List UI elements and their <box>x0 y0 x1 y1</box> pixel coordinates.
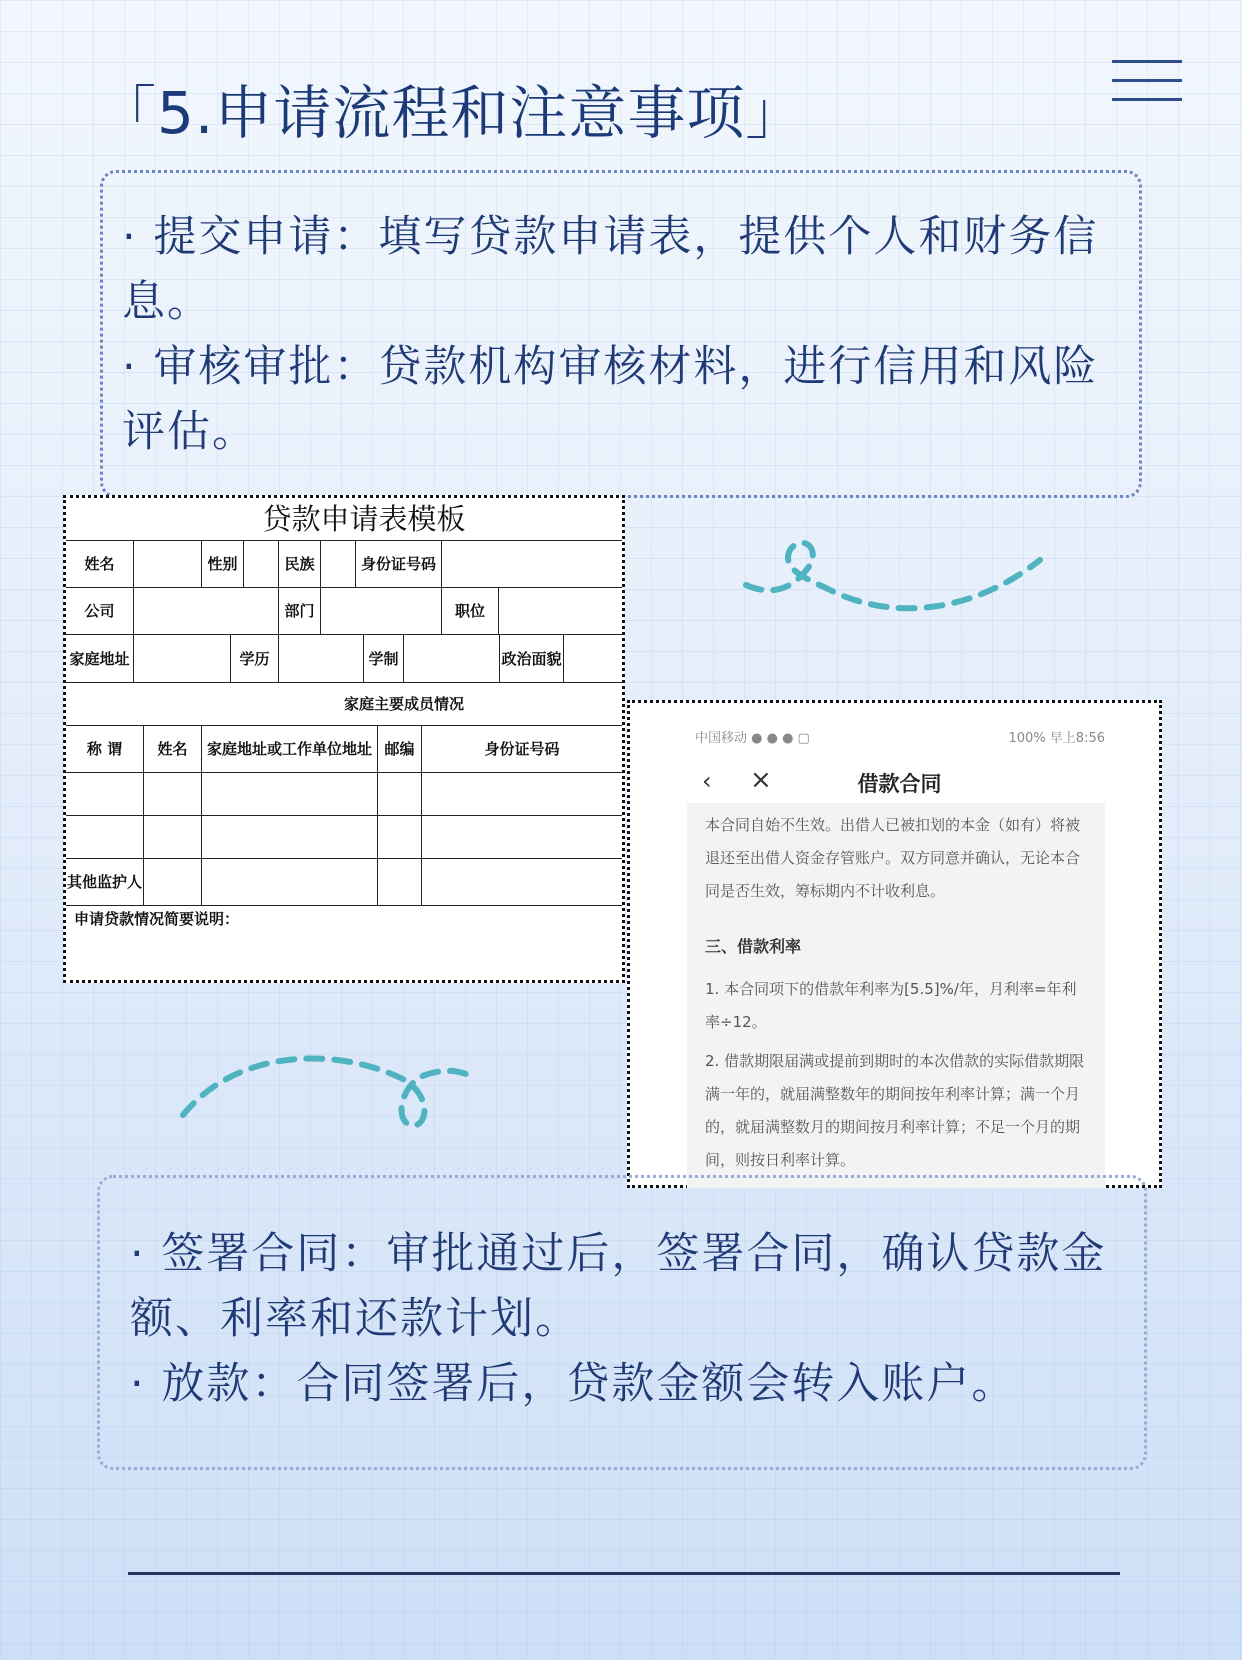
label-company: 公司 <box>66 588 134 634</box>
battery-time-text: 100% 早上8:56 <box>1008 731 1105 746</box>
col-name: 姓名 <box>144 726 202 772</box>
steps-text-2 <box>130 1222 1130 1417</box>
page-title: 「5.申请流程和注意事项」 <box>98 79 805 147</box>
col-relation: 称 谓 <box>66 726 144 772</box>
remark-label: 申请贷款情况简要说明： <box>66 905 622 931</box>
loan-contract-screenshot <box>627 700 1162 1188</box>
contract-nav-bar <box>630 763 1159 803</box>
label-gender: 性别 <box>202 541 244 587</box>
step-disbursement: · 放款：合同签署后，贷款金额会转入账户。 <box>130 1359 1017 1409</box>
dashed-swirl-decoration <box>740 525 1050 635</box>
label-position: 职位 <box>442 588 499 634</box>
label-id-number: 身份证号码 <box>356 541 442 587</box>
label-ethnicity: 民族 <box>279 541 321 587</box>
label-department: 部门 <box>279 588 321 634</box>
loan-application-form-image <box>63 495 625 983</box>
steps-text-1 <box>122 205 1132 465</box>
label-guardian: 其他监护人 <box>66 859 144 905</box>
dashed-swirl-decoration <box>175 1030 485 1140</box>
label-name: 姓名 <box>66 541 134 587</box>
label-home-address: 家庭地址 <box>66 635 134 682</box>
close-icon[interactable]: × <box>750 765 772 795</box>
contract-title: 借款合同 <box>857 772 942 796</box>
col-id-number: 身份证号码 <box>484 740 560 758</box>
contract-paragraph: 1. 本合同项下的借款年利率为[5.5]%/年，月利率=年利率÷12。 <box>705 980 1077 1031</box>
contract-paragraph: 本合同自始不生效。出借人已被扣划的本金（如有）将被退还至出借人资金存管账户。双方同意并确认，无论本合同是否生效，筹标期内不计收利息。 <box>705 816 1081 900</box>
phone-status-bar <box>695 727 1105 746</box>
contract-paragraph: 2. 借款期限届满或提前到期时的本次借款的实际借款期限满一年的，就届满整数年的期间按年利率计算；满一个月的，就届满整数月的期间按月利率计算；不足一个月的期间，则按日利率计算。 <box>705 1052 1085 1169</box>
label-study-length: 学制 <box>364 635 404 682</box>
contract-heading: 三、借款利率 <box>705 937 802 956</box>
col-address: 家庭地址或工作单位地址 <box>202 726 378 772</box>
step-review: · 审核审批：贷款机构审核材料，进行信用和风险评估。 <box>122 342 1099 457</box>
label-education: 学历 <box>231 635 279 682</box>
bottom-divider <box>128 1572 1120 1575</box>
col-postcode: 邮编 <box>378 726 422 772</box>
hamburger-menu-icon[interactable] <box>1112 60 1182 117</box>
family-members-header: 家庭主要成员情况 <box>343 695 464 713</box>
step-sign-contract: · 签署合同：审批通过后，签署合同，确认贷款金额、利率和还款计划。 <box>130 1229 1107 1344</box>
step-submit: · 提交申请：填写贷款申请表，提供个人和财务信息。 <box>122 212 1099 327</box>
form-title: 贷款申请表模板 <box>262 502 466 536</box>
back-icon[interactable]: ‹ <box>702 767 712 795</box>
contract-body <box>687 803 1105 1188</box>
carrier-text: 中国移动 ● ● ● ▢ <box>695 731 810 746</box>
label-political-status: 政治面貌 <box>500 635 564 682</box>
